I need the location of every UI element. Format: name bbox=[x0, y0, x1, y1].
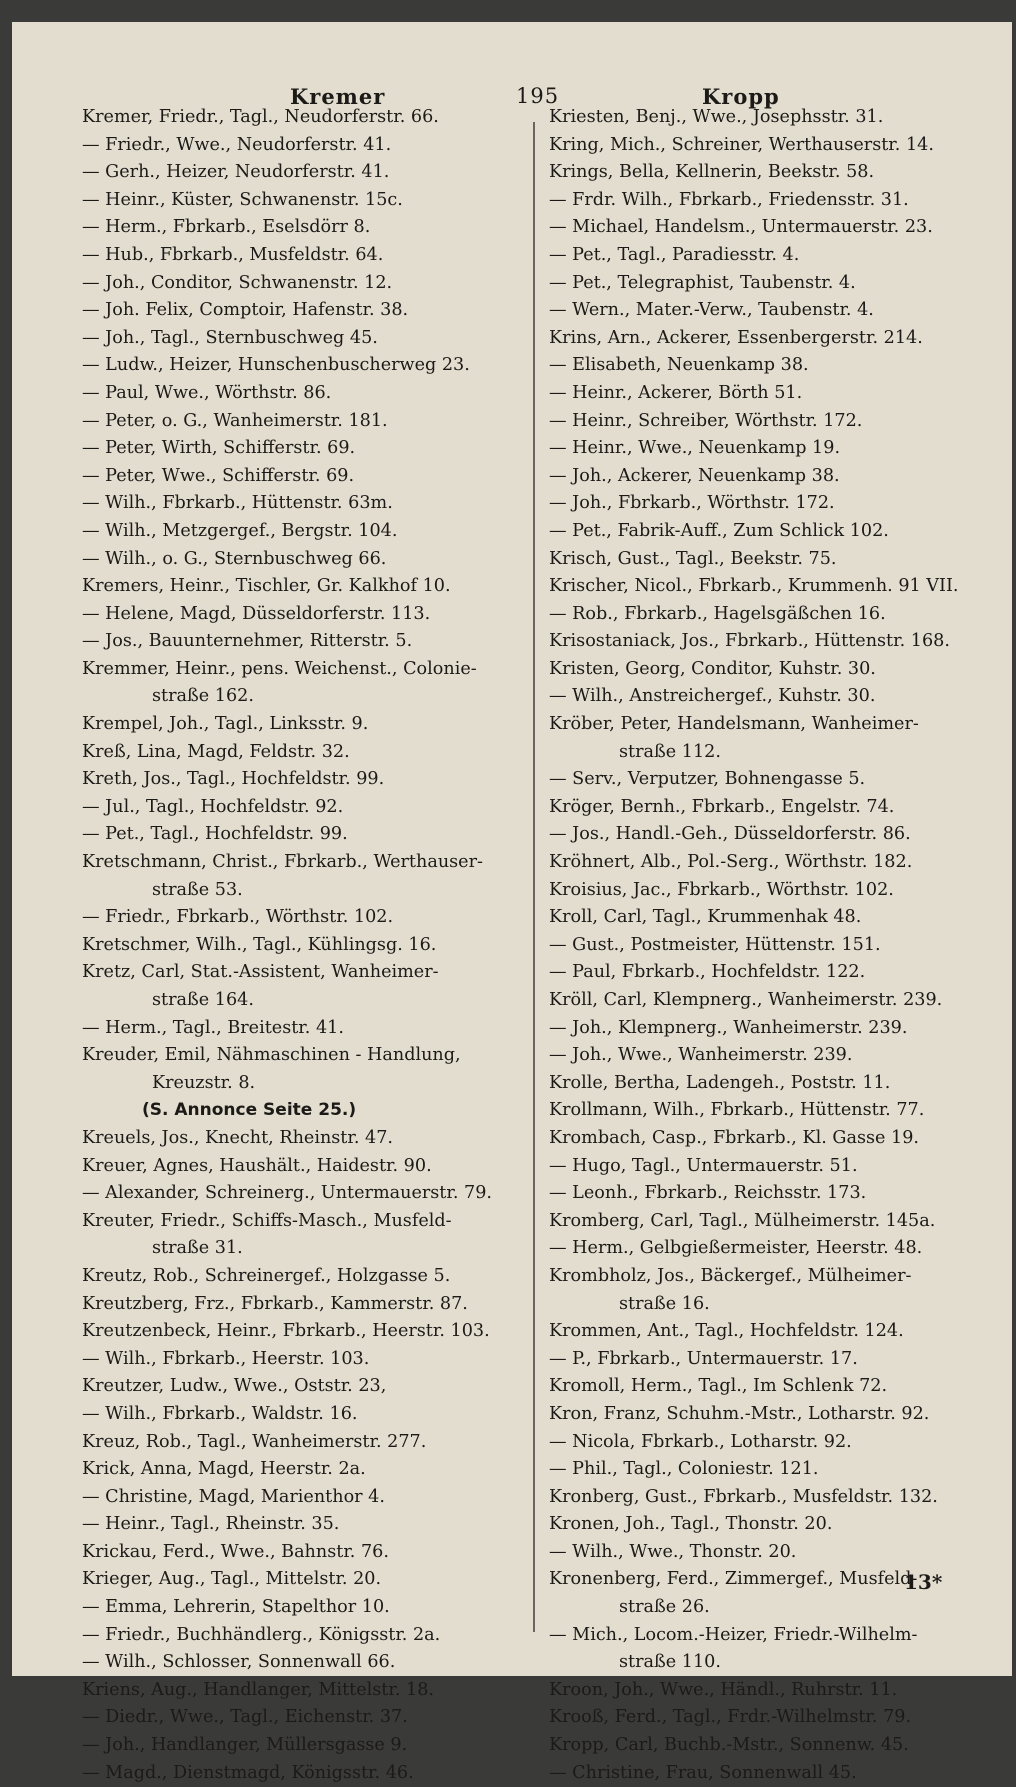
directory-entry: — Serv., Verputzer, Bohnengasse 5. bbox=[549, 769, 866, 790]
directory-entry: — P., Fbrkarb., Untermauerstr. 17. bbox=[549, 1348, 858, 1369]
directory-entry: — Herm., Tagl., Breitestr. 41. bbox=[82, 1017, 344, 1038]
directory-entry: — Friedr., Wwe., Neudorferstr. 41. bbox=[82, 134, 392, 155]
directory-entry: — Wilh., Anstreichergef., Kuhstr. 30. bbox=[549, 686, 876, 707]
directory-entry: Krooß, Ferd., Tagl., Frdr.-Wilhelmstr. 79. bbox=[549, 1707, 912, 1728]
directory-entry: straße 53. bbox=[152, 879, 243, 900]
directory-entry: — Joh., Fbrkarb., Wörthstr. 172. bbox=[549, 493, 835, 514]
directory-entry: Kreuter, Friedr., Schiffs-Masch., Musfeld- bbox=[82, 1210, 452, 1231]
directory-entry: Kroisius, Jac., Fbrkarb., Wörthstr. 102. bbox=[549, 879, 894, 900]
directory-entry: Kreuz, Rob., Tagl., Wanheimerstr. 277. bbox=[82, 1431, 427, 1452]
directory-entry: — Diedr., Wwe., Tagl., Eichenstr. 37. bbox=[82, 1707, 408, 1728]
directory-entry: — Joh., Klempnerg., Wanheimerstr. 239. bbox=[549, 1017, 908, 1038]
directory-entry: Kremer, Friedr., Tagl., Neudorferstr. 66. bbox=[82, 107, 439, 127]
directory-entry: — Hugo, Tagl., Untermauerstr. 51. bbox=[549, 1155, 858, 1176]
directory-entry: — Paul, Wwe., Wörthstr. 86. bbox=[82, 382, 332, 403]
directory-entry: Kreutzenbeck, Heinr., Fbrkarb., Heerstr. 103. bbox=[82, 1321, 490, 1342]
directory-entry: Krick, Anna, Magd, Heerstr. 2a. bbox=[82, 1459, 366, 1480]
directory-entry: straße 164. bbox=[152, 990, 254, 1010]
directory-entry: — Gerh., Heizer, Neudorferstr. 41. bbox=[82, 162, 390, 183]
directory-entry: — Paul, Fbrkarb., Hochfeldstr. 122. bbox=[549, 962, 866, 983]
directory-entry: — Nicola, Fbrkarb., Lotharstr. 92. bbox=[549, 1431, 852, 1452]
directory-entry: Kriens, Aug., Handlanger, Mittelstr. 18. bbox=[82, 1679, 434, 1700]
directory-entry: — Heinr., Küster, Schwanenstr. 15c. bbox=[82, 189, 403, 210]
directory-entry: — Joh., Wwe., Wanheimerstr. 239. bbox=[549, 1045, 853, 1066]
directory-entry: — Wern., Mater.-Verw., Taubenstr. 4. bbox=[549, 300, 874, 321]
directory-entry: — Leonh., Fbrkarb., Reichsstr. 173. bbox=[549, 1183, 867, 1204]
directory-entry: — Jos., Handl.-Geh., Düsseldorferstr. 86. bbox=[549, 824, 911, 845]
directory-entry: Krisostaniack, Jos., Fbrkarb., Hüttenstr. 168. bbox=[549, 631, 950, 652]
signature-mark: 13* bbox=[904, 1570, 943, 1594]
directory-entry: — Pet., Fabrik-Auff., Zum Schlick 102. bbox=[549, 520, 889, 541]
directory-entry: Kromoll, Herm., Tagl., Im Schlenk 72. bbox=[549, 1376, 888, 1397]
directory-page bbox=[12, 22, 1012, 1783]
directory-entry: Kreutzberg, Frz., Fbrkarb., Kammerstr. 87. bbox=[82, 1293, 468, 1314]
directory-entry: — Peter, Wirth, Schifferstr. 69. bbox=[82, 438, 356, 459]
directory-entry: — Jul., Tagl., Hochfeldstr. 92. bbox=[82, 796, 344, 817]
directory-entry: Krischer, Nicol., Fbrkarb., Krummenh. 91 VII. bbox=[549, 576, 959, 597]
directory-entry: Krempel, Joh., Tagl., Linksstr. 9. bbox=[82, 714, 369, 735]
directory-entry: — Heinr., Ackerer, Börth 51. bbox=[549, 382, 803, 403]
header-left-keyword: Kremer bbox=[290, 84, 386, 109]
directory-entry: Kriesten, Benj., Wwe., Josephsstr. 31. bbox=[549, 107, 884, 127]
directory-entry: Krommen, Ant., Tagl., Hochfeldstr. 124. bbox=[549, 1321, 904, 1342]
directory-entry: Kromberg, Carl, Tagl., Mülheimerstr. 145a. bbox=[549, 1210, 936, 1231]
directory-entry: — Heinr., Wwe., Neuenkamp 19. bbox=[549, 438, 841, 459]
directory-entry: — Wilh., o. G., Sternbuschweg 66. bbox=[82, 548, 387, 569]
directory-entry: — Rob., Fbrkarb., Hagelsgäßchen 16. bbox=[549, 603, 886, 624]
directory-entry: straße 110. bbox=[619, 1652, 721, 1673]
directory-entry: Krieger, Aug., Tagl., Mittelstr. 20. bbox=[82, 1569, 382, 1590]
directory-entry: — Wilh., Fbrkarb., Waldstr. 16. bbox=[82, 1403, 358, 1424]
directory-entry: Kroon, Joh., Wwe., Händl., Ruhrstr. 11. bbox=[549, 1679, 898, 1700]
directory-entry: — Wilh., Schlosser, Sonnenwall 66. bbox=[82, 1652, 396, 1673]
directory-entry: — Emma, Lehrerin, Stapelthor 10. bbox=[82, 1597, 390, 1618]
directory-entry: — Elisabeth, Neuenkamp 38. bbox=[549, 355, 809, 376]
directory-entry: straße 16. bbox=[619, 1293, 710, 1314]
directory-entry: Kropp, Carl, Buchb.-Mstr., Sonnenw. 45. bbox=[549, 1735, 909, 1756]
directory-entry: Kreuzstr. 8. bbox=[152, 1072, 256, 1093]
right-column bbox=[549, 104, 1004, 1787]
directory-entry: — Joh., Conditor, Schwanenstr. 12. bbox=[82, 272, 393, 293]
directory-entry: Kremers, Heinr., Tischler, Gr. Kalkhof 10. bbox=[82, 576, 451, 597]
directory-entry: — Gust., Postmeister, Hüttenstr. 151. bbox=[549, 934, 881, 955]
directory-entry: Kreuder, Emil, Nähmaschinen - Handlung, bbox=[82, 1045, 461, 1066]
directory-entry: Kring, Mich., Schreiner, Werthauserstr. 14. bbox=[549, 134, 934, 155]
directory-entry: — Wilh., Fbrkarb., Heerstr. 103. bbox=[82, 1348, 370, 1369]
directory-entry: — Pet., Telegraphist, Taubenstr. 4. bbox=[549, 272, 856, 293]
directory-entry: — Pet., Tagl., Hochfeldstr. 99. bbox=[82, 824, 348, 845]
page-number: 195 bbox=[516, 84, 560, 108]
directory-entry: Krollmann, Wilh., Fbrkarb., Hüttenstr. 77. bbox=[549, 1100, 925, 1121]
directory-entry: Kretschmer, Wilh., Tagl., Kühlingsg. 16. bbox=[82, 934, 437, 955]
directory-entry: — Wilh., Fbrkarb., Hüttenstr. 63m. bbox=[82, 493, 393, 514]
directory-entry: — Heinr., Tagl., Rheinstr. 35. bbox=[82, 1514, 340, 1535]
header-right-keyword: Kropp bbox=[702, 84, 780, 109]
directory-entry: — Christine, Magd, Marienthor 4. bbox=[82, 1486, 385, 1507]
directory-entry: — Joh., Handlanger, Müllersgasse 9. bbox=[82, 1735, 408, 1756]
directory-entry: — Peter, o. G., Wanheimerstr. 181. bbox=[82, 410, 388, 431]
directory-entry: Kremmer, Heinr., pens. Weichenst., Colonie- bbox=[82, 658, 477, 679]
directory-entry: Krombach, Casp., Fbrkarb., Kl. Gasse 19. bbox=[549, 1127, 919, 1148]
directory-entry: straße 112. bbox=[619, 741, 721, 762]
directory-entry: — Friedr., Buchhändlerg., Königsstr. 2a. bbox=[82, 1624, 441, 1645]
directory-entry: — Joh. Felix, Comptoir, Hafenstr. 38. bbox=[82, 300, 409, 321]
directory-entry: — Wilh., Wwe., Thonstr. 20. bbox=[549, 1541, 797, 1562]
directory-entry: — Frdr. Wilh., Fbrkarb., Friedensstr. 31. bbox=[549, 189, 909, 210]
directory-entry: Kreutz, Rob., Schreinergef., Holzgasse 5. bbox=[82, 1265, 451, 1286]
directory-entry: Kröber, Peter, Handelsmann, Wanheimer- bbox=[549, 714, 919, 735]
directory-entry: Kreß, Lina, Magd, Feldstr. 32. bbox=[82, 741, 350, 762]
directory-entry: Kröhnert, Alb., Pol.-Serg., Wörthstr. 182. bbox=[549, 852, 913, 873]
directory-entry: Kreuer, Agnes, Haushält., Haidestr. 90. bbox=[82, 1155, 432, 1176]
directory-entry: Kretz, Carl, Stat.-Assistent, Wanheimer- bbox=[82, 962, 439, 983]
directory-entry: (S. Annonce Seite 25.) bbox=[142, 1100, 357, 1121]
directory-entry: — Friedr., Fbrkarb., Wörthstr. 102. bbox=[82, 907, 394, 928]
directory-entry: — Joh., Ackerer, Neuenkamp 38. bbox=[549, 465, 840, 486]
directory-entry: Kristen, Georg, Conditor, Kuhstr. 30. bbox=[549, 658, 876, 679]
directory-entry: Krisch, Gust., Tagl., Beekstr. 75. bbox=[549, 548, 837, 569]
directory-entry: straße 162. bbox=[152, 686, 254, 707]
directory-entry: Kron, Franz, Schuhm.-Mstr., Lotharstr. 92. bbox=[549, 1403, 930, 1424]
directory-entry: — Herm., Gelbgießermeister, Heerstr. 48. bbox=[549, 1238, 923, 1259]
directory-entry: — Hub., Fbrkarb., Musfeldstr. 64. bbox=[82, 244, 384, 265]
directory-entry: — Phil., Tagl., Coloniestr. 121. bbox=[549, 1459, 819, 1480]
directory-entry: — Heinr., Schreiber, Wörthstr. 172. bbox=[549, 410, 863, 431]
left-column bbox=[82, 104, 522, 1787]
directory-entry: Kronberg, Gust., Fbrkarb., Musfeldstr. 132. bbox=[549, 1486, 938, 1507]
directory-entry: Krolle, Bertha, Ladengeh., Poststr. 11. bbox=[549, 1072, 891, 1093]
directory-entry: — Mich., Locom.-Heizer, Friedr.-Wilhelm- bbox=[549, 1624, 918, 1645]
directory-entry: — Wilh., Metzgergef., Bergstr. 104. bbox=[82, 520, 398, 541]
directory-entry: straße 26. bbox=[619, 1597, 710, 1618]
directory-entry: — Helene, Magd, Düsseldorferstr. 113. bbox=[82, 603, 431, 624]
directory-entry: Kronenberg, Ferd., Zimmergef., Musfeld- bbox=[549, 1569, 918, 1590]
directory-entry: Kronen, Joh., Tagl., Thonstr. 20. bbox=[549, 1514, 833, 1535]
directory-entry: Krickau, Ferd., Wwe., Bahnstr. 76. bbox=[82, 1541, 389, 1562]
column-divider bbox=[533, 122, 535, 1632]
directory-entry: — Christine, Frau, Sonnenwall 45. bbox=[549, 1762, 857, 1783]
directory-entry: — Michael, Handelsm., Untermauerstr. 23. bbox=[549, 217, 933, 238]
directory-entry: Krombholz, Jos., Bäckergef., Mülheimer- bbox=[549, 1265, 912, 1286]
directory-entry: Kreutzer, Ludw., Wwe., Oststr. 23, bbox=[82, 1376, 387, 1397]
directory-entry: Kretschmann, Christ., Fbrkarb., Werthauser- bbox=[82, 852, 483, 873]
directory-entry: Krins, Arn., Ackerer, Essenbergerstr. 214. bbox=[549, 327, 923, 348]
page-header bbox=[12, 66, 1012, 109]
directory-entry: — Joh., Tagl., Sternbuschweg 45. bbox=[82, 327, 378, 348]
directory-entry: Kreth, Jos., Tagl., Hochfeldstr. 99. bbox=[82, 769, 385, 790]
directory-entry: — Ludw., Heizer, Hunschenbuscherweg 23. bbox=[82, 355, 470, 376]
directory-entry: — Herm., Fbrkarb., Eselsdörr 8. bbox=[82, 217, 371, 238]
directory-entry: — Alexander, Schreinerg., Untermauerstr. 79. bbox=[82, 1183, 493, 1204]
directory-entry: Kreuels, Jos., Knecht, Rheinstr. 47. bbox=[82, 1127, 394, 1148]
directory-entry: Kröger, Bernh., Fbrkarb., Engelstr. 74. bbox=[549, 796, 895, 817]
directory-entry: Kroll, Carl, Tagl., Krummenhak 48. bbox=[549, 907, 862, 928]
directory-entry: straße 31. bbox=[152, 1238, 243, 1259]
directory-entry: — Peter, Wwe., Schifferstr. 69. bbox=[82, 465, 355, 486]
directory-entry: Krings, Bella, Kellnerin, Beekstr. 58. bbox=[549, 162, 875, 183]
directory-entry: Kröll, Carl, Klempnerg., Wanheimerstr. 239. bbox=[549, 990, 943, 1010]
directory-entry: — Pet., Tagl., Paradiesstr. 4. bbox=[549, 244, 800, 265]
directory-entry: — Magd., Dienstmagd, Königsstr. 46. bbox=[82, 1762, 414, 1783]
directory-entry: — Jos., Bauunternehmer, Ritterstr. 5. bbox=[82, 631, 413, 652]
